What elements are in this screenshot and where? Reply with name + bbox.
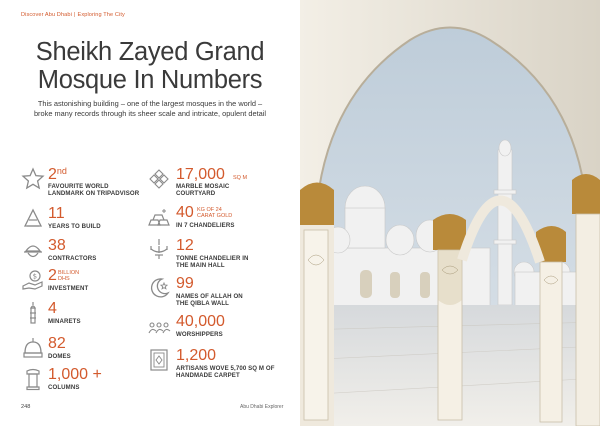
column-icon [21,367,45,391]
worshippers-icon [147,314,171,338]
page-number: 248 [21,404,31,410]
intro-line-1: This astonishing building – one of the largest mosques in the world – [37,99,263,108]
stat-label-2: THE QIBLA WALL [176,300,229,307]
stat-label-1: COLUMNS [48,384,80,391]
crescent-icon [147,276,171,300]
intro-line-2: broke many records through its sheer scale and intricate, opulent detail [33,109,267,118]
publication-name: Abu Dhabi Explorer [240,404,284,410]
minaret-icon [21,301,45,325]
chandelier-icon [147,238,171,262]
stat-label-1: MINARETS [48,318,81,325]
stat-value: 38 [48,237,66,254]
stat-value: 2 [48,267,57,284]
stat-value: 1,000 + [48,366,102,383]
stat-value: 4 [48,300,57,317]
stat-value: 17,000 [176,166,225,183]
stat-value: 1,200 [176,347,217,364]
mosque-photo [300,0,600,426]
svg-text:$: $ [32,272,38,281]
gold-bars-icon [147,205,171,229]
years-icon [21,206,45,230]
breadcrumb-separator: | [73,12,76,18]
dome-icon [21,336,45,360]
stat-label-1: NAMES OF ALLAH ON [176,293,243,300]
star-icon [21,167,45,191]
stat-unit: KG OF 24 CARAT GOLD [197,207,233,219]
carpet-icon [147,348,171,372]
intro-paragraph [18,99,282,119]
breadcrumb [21,12,125,18]
stat-label-2: COURTYARD [176,190,216,197]
page-title [0,38,300,94]
stat-label-1: ARTISANS WOVE 5,700 SQ M OF [176,365,275,372]
mosque-photo-illustration [300,0,600,426]
stat-value: 99 [176,275,194,292]
stat-value: 40 [176,204,194,221]
stat-value: 40,000 [176,313,225,330]
stat-label-1: DOMES [48,353,71,360]
stat-label-1: TONNE CHANDELIER IN [176,255,249,262]
stat-label-1: WORSHIPPERS [176,331,223,338]
stat-value: 82 [48,335,66,352]
stat-label-2: LANDMARK ON TRIPADVISOR [48,190,140,197]
stat-label-1: MARBLE MOSAIC [176,183,230,190]
breadcrumb-subsection: Exploring The City [77,12,125,18]
stat-unit: SQ M [233,175,248,181]
stat-label-1: FAVOURITE WORLD [48,183,109,190]
money-hand-icon [21,268,45,292]
marble-icon [147,167,171,191]
stat-value: 2nd [48,166,67,183]
stat-unit: BILLION DHS [58,270,80,282]
stat-label-1: YEARS TO BUILD [48,223,101,230]
stat-value: 11 [48,205,65,222]
contractors-icon [21,238,45,262]
stat-label-1: IN 7 CHANDELIERS [176,222,235,229]
stat-label-1: CONTRACTORS [48,255,97,262]
title-line-2: Mosque In Numbers [37,66,263,94]
stat-label-2: HANDMADE CARPET [176,372,240,379]
breadcrumb-section: Discover Abu Dhabi [21,12,72,18]
stat-label-2: THE MAIN HALL [176,262,225,269]
title-line-1: Sheikh Zayed Grand [35,38,265,66]
stat-label-1: INVESTMENT [48,285,89,292]
stat-value: 12 [176,237,194,254]
